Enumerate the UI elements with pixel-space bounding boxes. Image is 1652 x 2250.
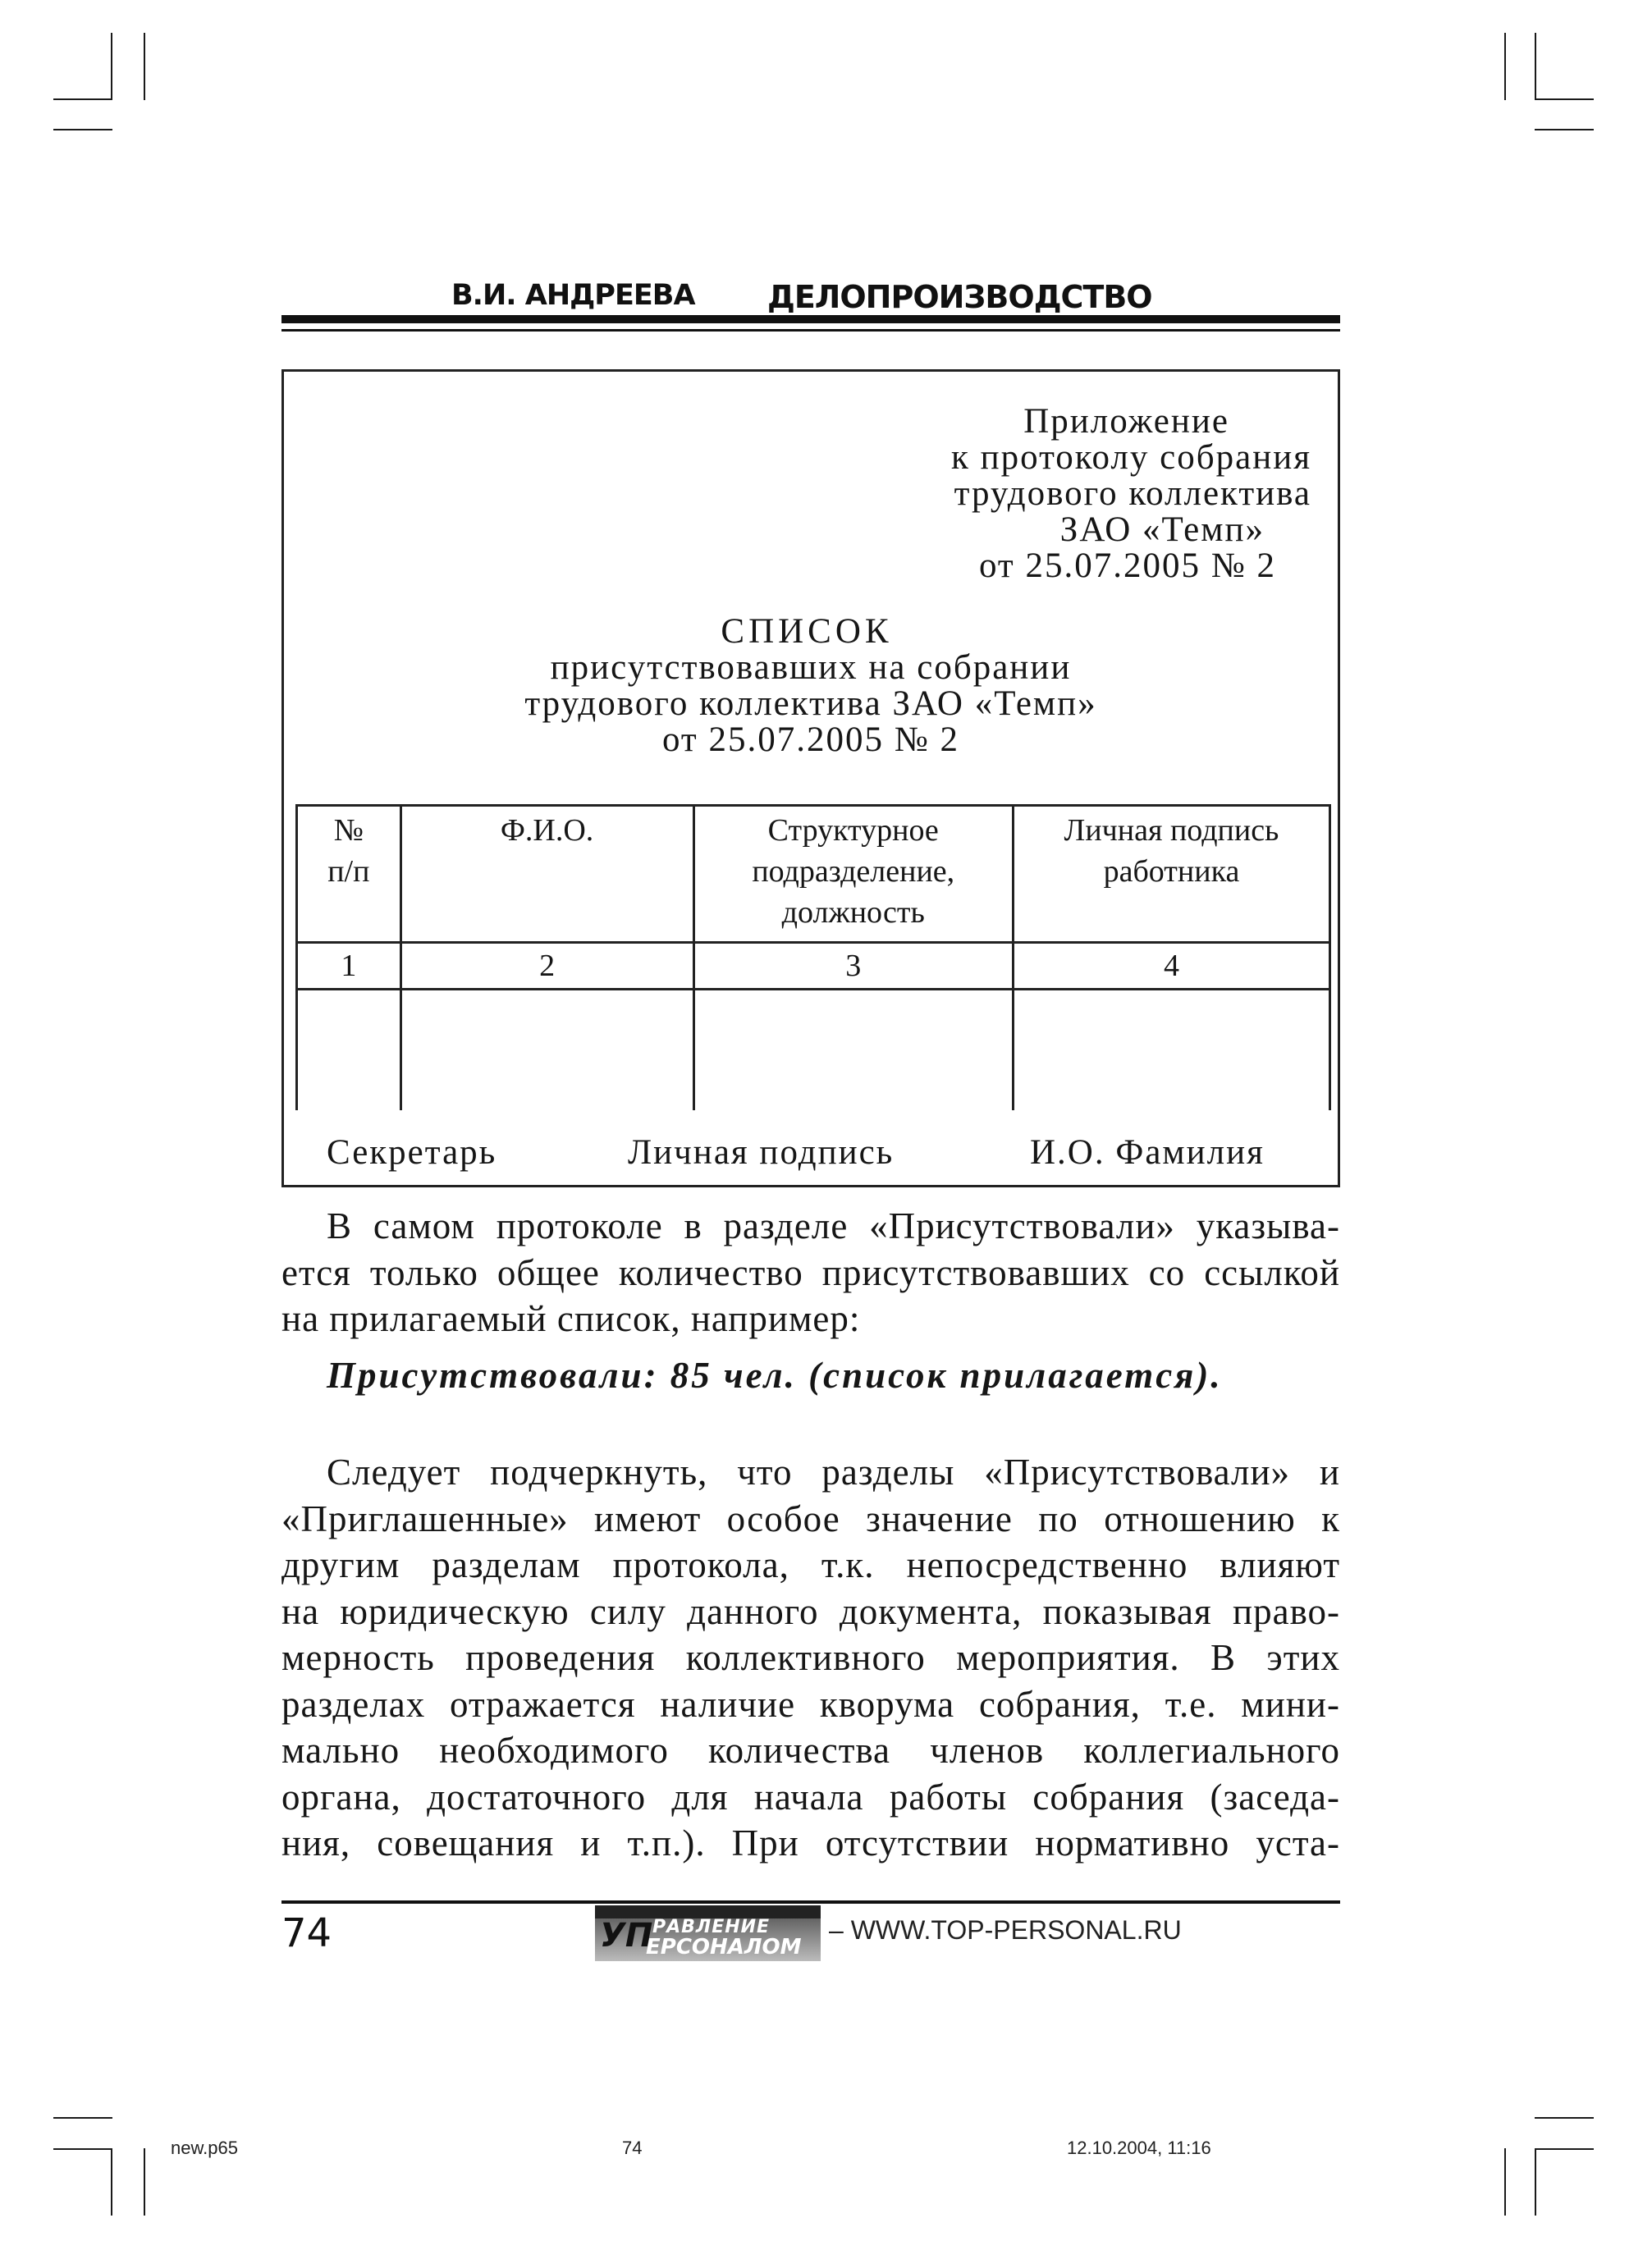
text-line: другим разделам протокола, т.к. непосредственно влияют xyxy=(281,1544,1340,1585)
header-author: В.И. АНДРЕЕВА xyxy=(451,279,695,312)
appendix-line: ЗАО «Темп» xyxy=(1059,510,1265,549)
appendix-line: трудового коллектива xyxy=(954,474,1311,513)
signature-label: Личная подпись xyxy=(628,1133,895,1172)
table-cell xyxy=(297,990,401,1111)
table-header-row xyxy=(297,806,1330,943)
text-line: мерность проведения коллективного мероприятия. В этих xyxy=(281,1637,1340,1678)
logo-word: ЕРСОНАЛОМ xyxy=(646,1935,802,1960)
table-numbering-row xyxy=(297,943,1330,990)
text-line: мально необходимого количества членов коллегиального xyxy=(281,1730,1340,1771)
slug-datetime: 12.10.2004, 11:16 xyxy=(1067,2138,1211,2158)
footer-rule xyxy=(281,1900,1340,1904)
paragraph-1 xyxy=(281,1203,1340,1342)
magazine-logo xyxy=(595,1905,821,1961)
slug-file: new.p65 xyxy=(171,2138,238,2158)
table-cell: 4 xyxy=(1013,943,1329,990)
text-line: на прилагаемый список, например: xyxy=(281,1298,861,1339)
list-title-line: присутствовавших на собрании xyxy=(550,648,1072,687)
name-label: И.О. Фамилия xyxy=(1030,1133,1265,1172)
column-header-signature: Личная подпись работника xyxy=(1013,806,1329,943)
site-url: – WWW.TOP-PERSONAL.RU xyxy=(829,1915,1182,1945)
header-rule xyxy=(281,315,1340,323)
page-number: 74 xyxy=(281,1910,332,1956)
text-line: органа, достаточного для начала работы собрания (заседа- xyxy=(281,1776,1340,1818)
slug-page: 74 xyxy=(622,2138,643,2158)
table-cell xyxy=(400,990,693,1111)
appendix-line: от 25.07.2005 № 2 xyxy=(978,546,1276,585)
example-text: Присутствовали: 85 чел. (список прилагается). xyxy=(327,1355,1223,1396)
text-line: на юридическую силу данного документа, показывая право- xyxy=(281,1590,1340,1632)
paragraph-2 xyxy=(281,1449,1340,1867)
text-line: ния, совещания и т.п.). При отсутствии нормативно уста- xyxy=(281,1822,1340,1864)
appendix-block xyxy=(852,404,1311,584)
logo-mark: УП xyxy=(600,1917,653,1955)
table-cell: 3 xyxy=(693,943,1013,990)
table-cell: 1 xyxy=(297,943,401,990)
logo-word: РАВЛЕНИЕ xyxy=(652,1917,771,1937)
column-header-number: № п/п xyxy=(297,806,401,943)
text-line: разделах отражается наличие кворума собрания, т.е. мини- xyxy=(281,1683,1340,1725)
column-header-department: Структурное подразделение, должность xyxy=(693,806,1013,943)
text-line: ется только общее количество присутствовавших со ссылкой xyxy=(281,1251,1340,1293)
list-title-line: трудового коллектива ЗАО «Темп» xyxy=(524,684,1097,723)
header-book-title: ДЕЛОПРОИЗВОДСТВО xyxy=(767,279,1152,315)
table-cell xyxy=(693,990,1013,1111)
table-cell xyxy=(1013,990,1329,1111)
list-title xyxy=(281,614,1340,758)
text-line: В самом протоколе в разделе «Присутствовали» указыва- xyxy=(327,1205,1340,1246)
text-line: «Приглашенные» имеют особое значение по отношению к xyxy=(281,1498,1340,1539)
header-rule-thin xyxy=(281,329,1340,332)
appendix-line: Приложение xyxy=(1023,402,1229,441)
column-header-name: Ф.И.О. xyxy=(400,806,693,943)
table-row xyxy=(297,990,1330,1111)
text-line: Следует подчеркнуть, что разделы «Присутствовали» и xyxy=(327,1452,1340,1493)
list-title-heading: СПИСОК xyxy=(721,612,893,651)
list-title-line: от 25.07.2005 № 2 xyxy=(661,720,959,759)
appendix-line: к протоколу собрания xyxy=(950,438,1311,477)
table-cell: 2 xyxy=(400,943,693,990)
attendees-table xyxy=(295,804,1331,1110)
secretary-label: Секретарь xyxy=(327,1133,497,1172)
